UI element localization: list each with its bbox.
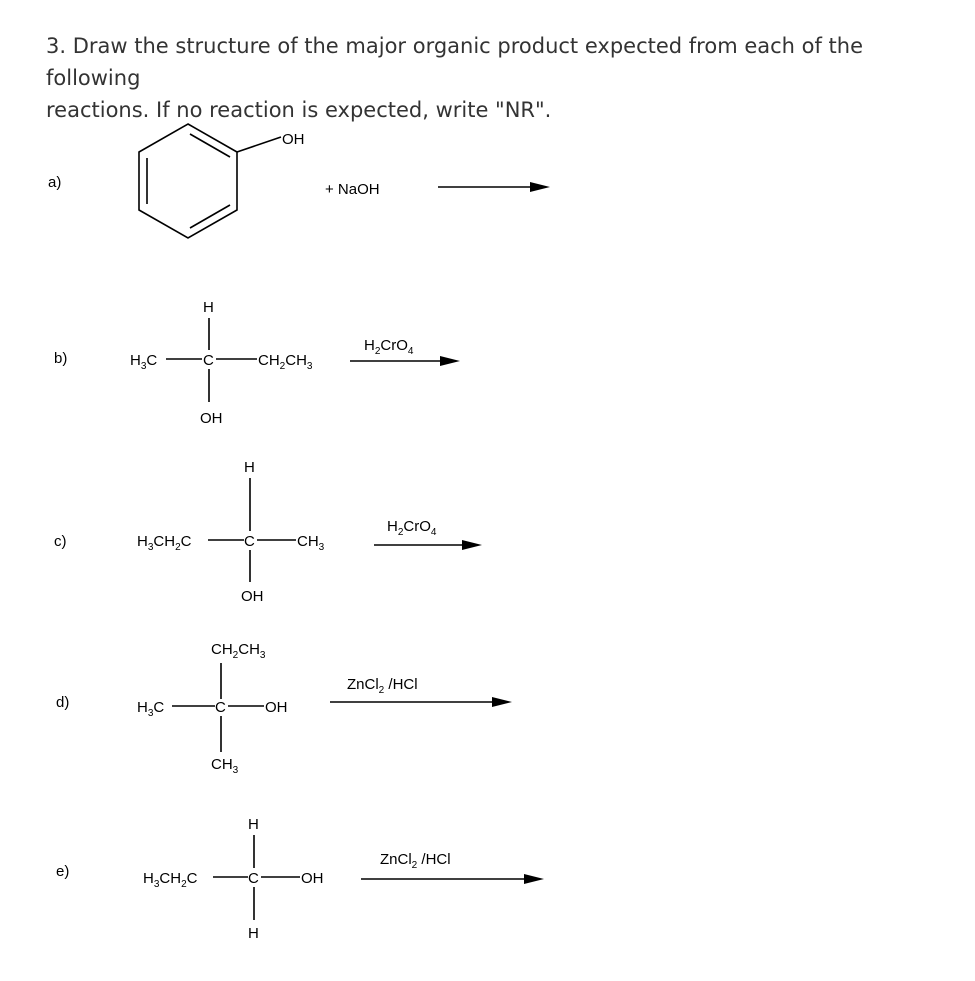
hydroxyl-group: OH	[282, 131, 305, 148]
benzene-ring	[139, 124, 237, 238]
reagent-naoh: + NaOH	[325, 181, 380, 198]
hydroxyl-group: OH	[200, 410, 223, 427]
reaction-d	[56, 641, 512, 776]
reaction-c-label: c)	[54, 533, 67, 550]
ethyl-group: $CH_2CH_3$	[211, 641, 266, 661]
reaction-d-label: d)	[56, 694, 70, 711]
ethyl-group: $CH_2CH_3$	[258, 352, 313, 372]
carbon-center: C	[215, 699, 226, 716]
methyl-group: $H_3C$	[130, 352, 158, 372]
hydrogen-bottom: H	[248, 925, 259, 942]
carbon-center: C	[203, 352, 214, 369]
arrow-head-c	[462, 540, 482, 550]
methyl-group: $CH_3$	[297, 533, 325, 553]
bond-ring-oh	[237, 137, 281, 152]
reaction-e	[56, 816, 544, 942]
reaction-b	[54, 299, 460, 427]
arrow-head-d	[492, 697, 512, 707]
reaction-b-label: b)	[54, 350, 68, 367]
hydrogen-top: H	[248, 816, 259, 833]
reaction-a	[48, 124, 550, 238]
arrow-head-e	[524, 874, 544, 884]
ethyl-group: $H_3CH_2C$	[143, 870, 198, 890]
arrow-head-b	[440, 356, 460, 366]
carbon-center: C	[244, 533, 255, 550]
ethyl-group: $H_3CH_2C$	[137, 533, 192, 553]
hydroxyl-group: OH	[241, 588, 264, 605]
reagent-chromic-acid: $H_2CrO_4$	[364, 337, 414, 357]
hydrogen-top: H	[203, 299, 214, 316]
methyl-group: $H_3C$	[137, 699, 165, 719]
question-line-1: 3. Draw the structure of the major organic product expected from each of the following	[46, 34, 864, 90]
reagent-zinc-chloride: ZnCl$_2$ /HCl	[347, 676, 418, 696]
hydroxyl-group: OH	[265, 699, 288, 716]
benzene-hexagon	[139, 124, 237, 238]
hydroxyl-group: OH	[301, 870, 324, 887]
hydrogen-top: H	[244, 459, 255, 476]
reaction-e-label: e)	[56, 863, 70, 880]
carbon-center: C	[248, 870, 259, 887]
reaction-a-label: a)	[48, 174, 62, 191]
reaction-c	[54, 459, 482, 605]
reagent-chromic-acid: $H_2CrO_4$	[387, 518, 437, 538]
reagent-zinc-chloride: ZnCl$_2$ /HCl	[380, 851, 451, 871]
methyl-group-bottom: $CH_3$	[211, 756, 239, 776]
arrow-head-a	[530, 182, 550, 192]
question-line-2: reactions. If no reaction is expected, write "NR".	[46, 98, 552, 122]
